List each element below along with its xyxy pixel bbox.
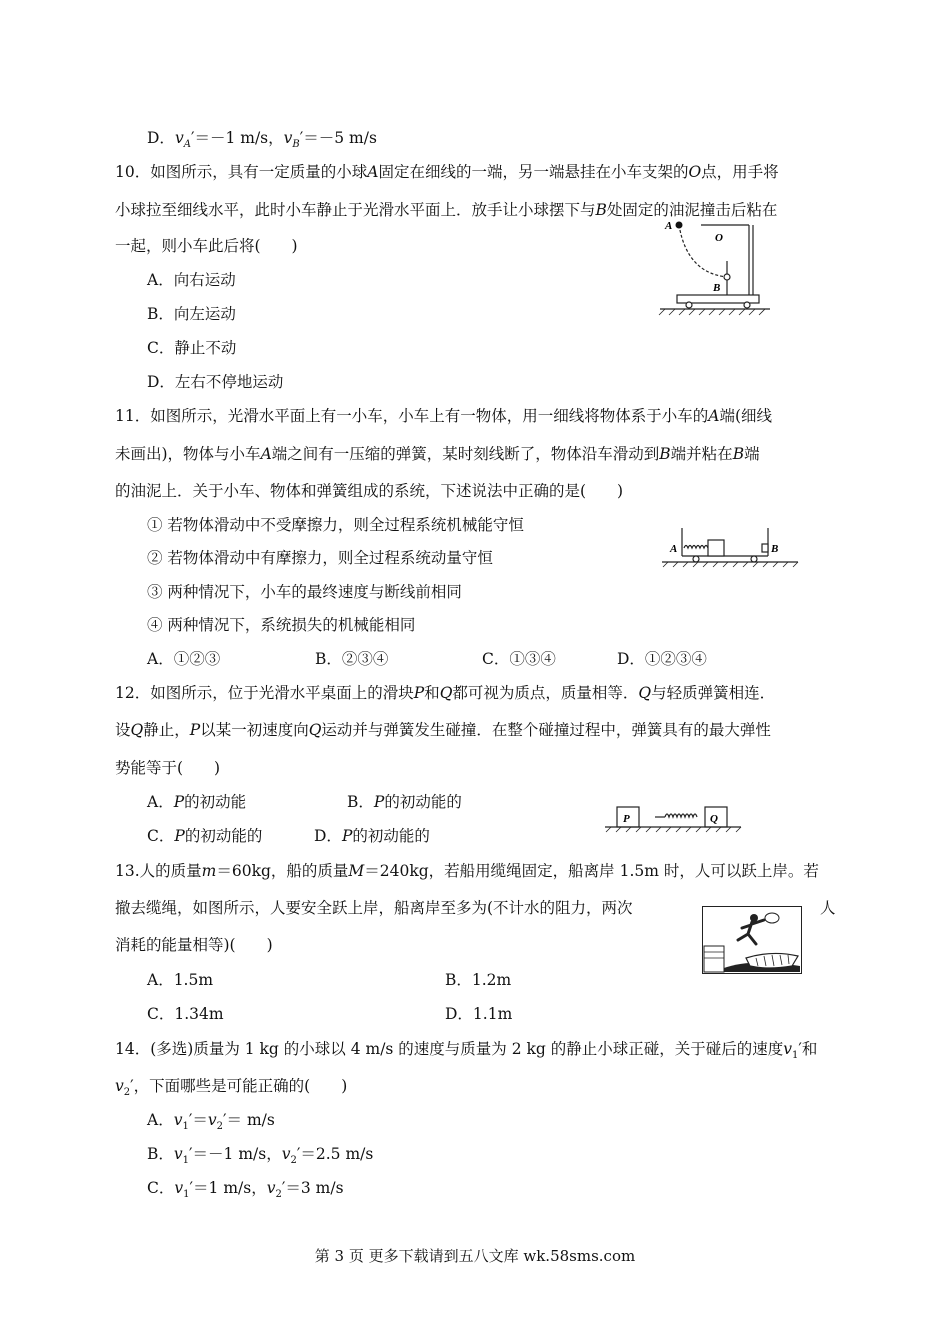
q10-ball-a [676,222,683,229]
q11-wheel-right [751,556,757,562]
q10-label-a: A [665,220,673,232]
q10-label-b: B [713,282,721,294]
q11-statement-2: ② 若物体滑动中有摩擦力，则全过程系统动量守恒 [147,549,493,567]
q13-option-b: B．1.2m [445,971,512,989]
q10-wheel-right [744,302,750,308]
q11-label-a: A [670,543,678,555]
q11-spring [684,546,708,549]
q10-option-d: D．左右不停地运动 [147,373,284,391]
q12-figure [603,803,743,835]
q10-figure [655,215,775,320]
q13-stem-line3: 消耗的能量相等)( ) [115,936,273,954]
q14-option-b: B．$v_1'=-1$ m/s，$v_2'=2.5$ m/s [147,1145,374,1167]
q11-option-d: D．①②③④ [617,650,707,668]
q11-statement-4: ④ 两种情况下，系统损失的机械能相同 [147,616,416,634]
q11-option-b: B．②③④ [315,650,389,668]
q12-label-q: Q [710,813,718,825]
q11-stem-line2: 未画出)，物体与小车A端之间有一压缩的弹簧，某时刻线断了，物体沿车滑动到B端并粘在B端 [115,445,760,463]
q12-stem-line2: 设Q静止，P以某一初速度向Q运动并与弹簧发生碰撞．在整个碰撞过程中，弹簧具有的最大弹性 [115,721,771,739]
page-footer: 第 3 页 更多下载请到五八文库 wk.58sms.com [314,1247,636,1265]
q11-statement-1: ① 若物体滑动中不受摩擦力，则全过程系统机械能守恒 [147,516,524,534]
q13-stem-line2-tail: 人 [820,899,836,917]
q11-option-a: A．①②③ [147,650,221,668]
q10-stem-line3: 一起，则小车此后将( ) [115,237,298,255]
q10-option-b: B．向左运动 [147,305,236,323]
q13-stem-line1: 13.人的质量m＝60kg，船的质量M＝240kg，若船用缆绳固定，船离岸 1.5m 时，人可以跃上岸。若 [115,862,819,880]
q13-option-a: A．1.5m [147,971,214,989]
q12-option-c: C．P的初动能的 [147,827,263,845]
q12-spring [665,814,697,817]
q11-option-c: C．①③④ [482,650,556,668]
q11-wheel-left [693,556,699,562]
q13-figure [702,906,802,974]
q13-stem-line2: 撤去缆绳，如图所示，人要安全跃上岸，船离岸至多为(不计水的阻力，两次 [115,899,633,917]
q14-option-c: C．$v_1'=1$ m/s，$v_2'=3$ m/s [147,1179,344,1201]
q13-option-d: D．1.1m [445,1005,513,1023]
q14-stem-line1: 14．(多选)质量为 1 kg 的小球以 4 m/s 的速度与质量为 2 kg 的静止小球正碰，关于碰后的速度$v_1'$和 [115,1040,818,1062]
q13-shore [704,946,724,972]
q11-label-b: B [771,543,779,555]
q14-option-a: A．$v_1'=v_2'= m/s$ [147,1111,275,1133]
q10-stem-line2: 小球拉至细线水平，此时小车静止于光滑水平面上．放手让小球摆下与B处固定的油泥撞击后粘在 [115,201,778,219]
q12-label-p: P [623,813,630,825]
q10-label-o: O [715,232,723,244]
q12-option-b: B．P的初动能的 [347,793,462,811]
q11-figure [660,520,800,570]
q12-stem-line3: 势能等于( ) [115,759,221,777]
q12-option-d: D．P的初动能的 [314,827,430,845]
q12-stem-line1: 12．如图所示，位于光滑水平桌面上的滑块P和Q都可视为质点，质量相等．Q与轻质弹簧相连． [115,684,776,702]
q11-statement-3: ③ 两种情况下，小车的最终速度与断线前相同 [147,583,462,601]
q14-stem-line2: $v_2'$，下面哪些是可能正确的( ) [115,1077,348,1099]
q13-option-c: C．1.34m [147,1005,224,1023]
q9-option-d: D．$v_A'=-1$ m/s，$v_B'=-5$ m/s [147,129,377,151]
q11-block [708,540,724,556]
q10-wheel-left [686,302,692,308]
q10-option-a: A．向右运动 [147,271,236,289]
q11-putty-b [762,544,768,552]
q11-stem-line1: 11．如图所示，光滑水平面上有一小车，小车上有一物体，用一细线将物体系于小车的A端(细线 [115,407,772,425]
q12-option-a: A．P的初动能 [147,793,247,811]
q11-stem-line3: 的油泥上．关于小车、物体和弹簧组成的系统，下述说法中正确的是( ) [115,482,624,500]
q10-option-c: C．静止不动 [147,339,237,357]
q10-stem-line1: 10．如图所示，具有一定质量的小球A固定在细线的一端，另一端悬挂在小车支架的O点，用手将 [115,163,779,181]
